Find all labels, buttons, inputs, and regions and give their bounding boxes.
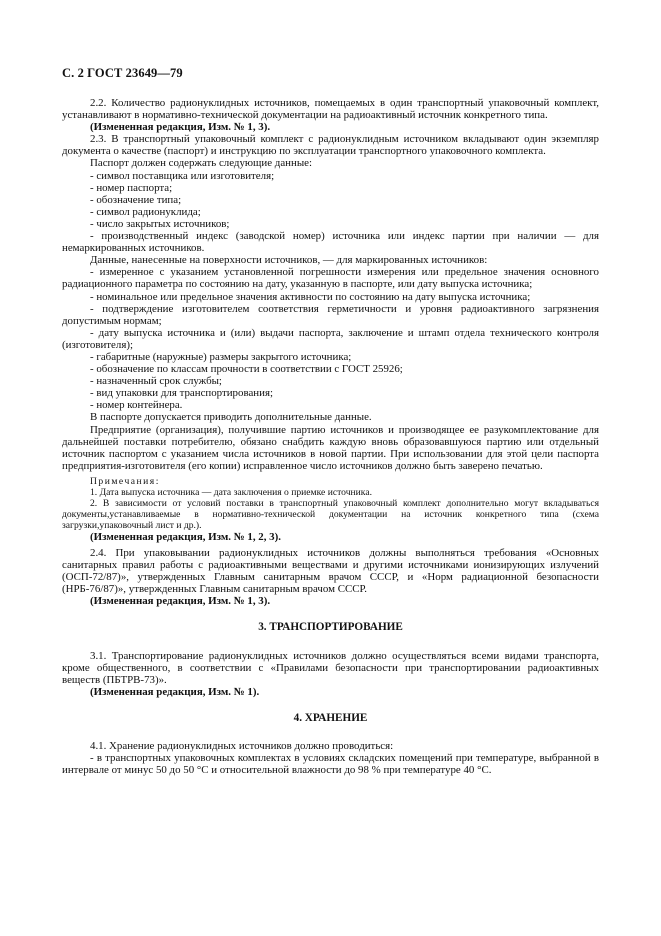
list-item: - вид упаковки для транспортирования;: [90, 387, 273, 400]
list-item: - обозначение по классам прочности в соответствии с ГОСТ 25926;: [90, 363, 403, 376]
list-item: - в транспортных упаковочных комплектах в условиях складских помещений при температуре, выбранной в интервале от минус 50 до 50 °С и относительной влажности до 98 % при температуре 40 °С.: [62, 752, 599, 777]
clause-4-1: 4.1. Хранение радионуклидных источников должно проводиться:: [90, 740, 394, 753]
clause-2-3: 2.3. В транспортный упаковочный комплект с радионуклидным источником вкладывают один экземпляр документа о качестве (паспорт) и инструкцию по эксплуатации транспортного упаковочного комплекта.: [62, 133, 599, 158]
document-body: [62, 97, 599, 776]
note-item: 1. Дата выпуска источника — дата заключения о приемке источника.: [90, 486, 372, 498]
list-item: - номер контейнера.: [90, 399, 183, 412]
list-item: - габаритные (наружные) размеры закрытого источника;: [90, 350, 352, 363]
list-item: - символ поставщика или изготовителя;: [90, 169, 275, 182]
clause-2-4: 2.4. При упаковывании радионуклидных источников должны выполняться требования «Основных санитарных правил работы с радиоактивными веществами и другими источниками ионизирующих излучений (ОСП-72/87)», утвержденных Главным санитарным врачом СССР, и «Норм радиационной безопасности (НРБ-76/87)», утвержденных Главным санитарным врачом СССР.: [62, 547, 599, 596]
passport-intro: Паспорт должен содержать следующие данные:: [90, 157, 313, 170]
section-4-title: 4. ХРАНЕНИЕ: [293, 711, 368, 724]
section-3-title: 3. ТРАНСПОРТИРОВАНИЕ: [258, 621, 403, 634]
additional-data: В паспорте допускается приводить дополнительные данные.: [90, 411, 372, 424]
list-item: - номер паспорта;: [90, 181, 173, 194]
revision-note: (Измененная редакция, Изм. № 1, 3).: [90, 595, 271, 608]
list-item: - подтверждение изготовителем соответствия герметичности и уровня радиоактивного загрязнения допустимым нормам;: [62, 302, 599, 327]
list-item: - обозначение типа;: [90, 193, 182, 206]
revision-note: (Измененная редакция, Изм. № 1, 3).: [90, 121, 271, 134]
list-item: - число закрытых источников;: [90, 217, 230, 230]
surface-data-intro: Данные, нанесенные на поверхности источников, — для маркированных источников:: [90, 254, 488, 267]
list-item: - назначенный срок службы;: [90, 375, 222, 388]
clause-3-1: 3.1. Транспортирование радионуклидных источников должно осуществляться всеми видами транспорта, кроме общественного, в соответствии с «Правилами безопасности при транспортировании радиоактивных веществ (ПБТРВ-73)».: [62, 649, 599, 686]
revision-note: (Измененная редакция, Изм. № 1, 2, 3).: [90, 530, 281, 543]
notes-title: Примечания:: [90, 475, 160, 487]
list-item: - измеренное с указанием установленной погрешности измерения или предельное значения основного радиационного параметра по состоянию на дату, указанную в паспорте, или дату выпуска источника;: [62, 266, 599, 291]
list-item: - дату выпуска источника и (или) выдачи паспорта, заключение и штамп отдела технического контроля (изготовителя);: [62, 326, 599, 351]
enterprise-paragraph: Предприятие (организация), получившие партию источников и производящее ее разукомплектование для дальнейшей поставки потребителю, обязано снабдить каждую вновь образовавшуюся партию или отдельный источник паспортом с указанием числа источников в новой партии. При использовании для этой цели паспорта предприятия-изготовителя (его копии) исправленное число источников должно быть заверено печатью.: [62, 423, 599, 472]
page-header: С. 2 ГОСТ 23649—79: [62, 66, 183, 80]
list-item: - символ радионуклида;: [90, 205, 201, 218]
list-item: - номинальное или предельное значения активности по состоянию на дату выпуска источника;: [90, 290, 531, 303]
list-item: - производственный индекс (заводской номер) источника или индекс партии при наличии — для немаркированных источников.: [62, 230, 599, 255]
clause-2-2: 2.2. Количество радионуклидных источников, помещаемых в один транспортный упаковочный комплект, устанавливают в нормативно-технической документации на радиоактивный источник конкретного типа.: [62, 97, 599, 122]
note-item: 2. В зависимости от условий поставки в транспортный упаковочный комплект дополнительно могут вкладываться документы,устанавливаемые в нормативно-технической документации на источник конкретного типа (схема загрузки,упаковочный лист и др.).: [62, 497, 599, 531]
revision-note: (Измененная редакция, Изм. № 1).: [90, 685, 260, 698]
